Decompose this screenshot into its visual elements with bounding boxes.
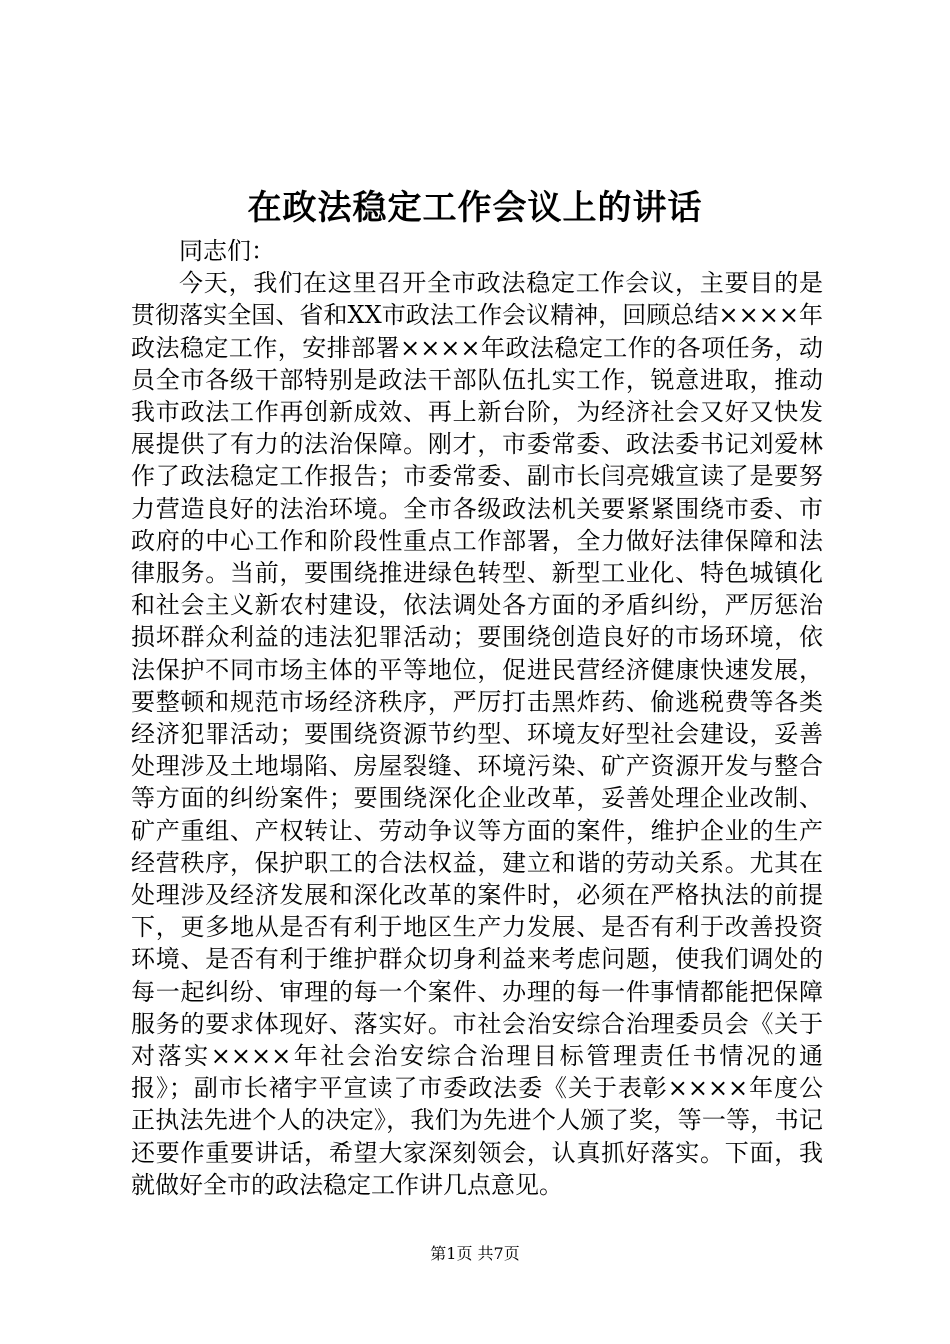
page-footer: 第1页 共7页 — [430, 1244, 520, 1263]
body-paragraph: 今天，我们在这里召开全市政法稳定工作会议，主要目的是贯彻落实全国、省和XX市政法工作会议精神，回顾总结××××年政法稳定工作，安排部署××××年政法稳定工作的各项任务，动员全市各级干部特别是政法干部队伍扎实工作，锐意进取，推动我市政法工作再创新成效、再上新台阶，为经济社会又好又快发展提供了有力的法治保障。刚才，市委常委、政法委书记刘爱林作了政法稳定工作报告；市委常委、副市长闫亮娥宣读了是要努力营造良好的法治环境。全市各级政法机关要紧紧围绕市委、市政府的中心工作和阶段性重点工作部署，全力做好法律保障和法律服务。当前，要围绕推进绿色转型、新型工业化、特色城镇化和社会主义新农村建设，依法调处各方面的矛盾纠纷，严厉惩治损坏群众利益的违法犯罪活动；要围绕创造良好的市场环境，依法保护不同市场主体的平等地位，促进民营经济健康快速发展，要整顿和规范市场经济秩序，严厉打击黑炸药、偷逃税费等各类经济犯罪活动；要围绕资源节约型、环境友好型社会建设，妥善处理涉及土地塌陷、房屋裂缝、环境污染、矿产资源开发与整合等方面的纠纷案件；要围绕深化企业改革，妥善处理企业改制、矿产重组、产权转让、劳动争议等方面的案件，维护企业的生产经营秩序，保护职工的合法权益，建立和谐的劳动关系。尤其在处理涉及经济发展和深化改革的案件时，必须在严格执法的前提下，更多地从是否有利于地区生产力发展、是否有利于改善投资环境、是否有利于维护群众切身利益来考虑问题，使我们调处的每一起纠纷、审理的每一个案件、办理的每一件事情都能把保障服务的要求体现好、落实好。市社会治安综合治理委员会《关于对落实××××年社会治安综合治理目标管理责任书情况的通报》；副市长褚宇平宣读了市委政法委《关于表彰××××年度公正执法先进个人的决定》，我们为先进个人颁了奖，等一等，书记还要作重要讲话，希望大家深刻领会，认真抓好落实。下面，我就做好全市的政法稳定工作讲几点意见。 — [131, 269, 823, 1199]
document-body — [131, 235, 823, 1201]
salutation: 同志们： — [179, 237, 275, 265]
document-title: 在政法稳定工作会议上的讲话 — [247, 188, 703, 228]
